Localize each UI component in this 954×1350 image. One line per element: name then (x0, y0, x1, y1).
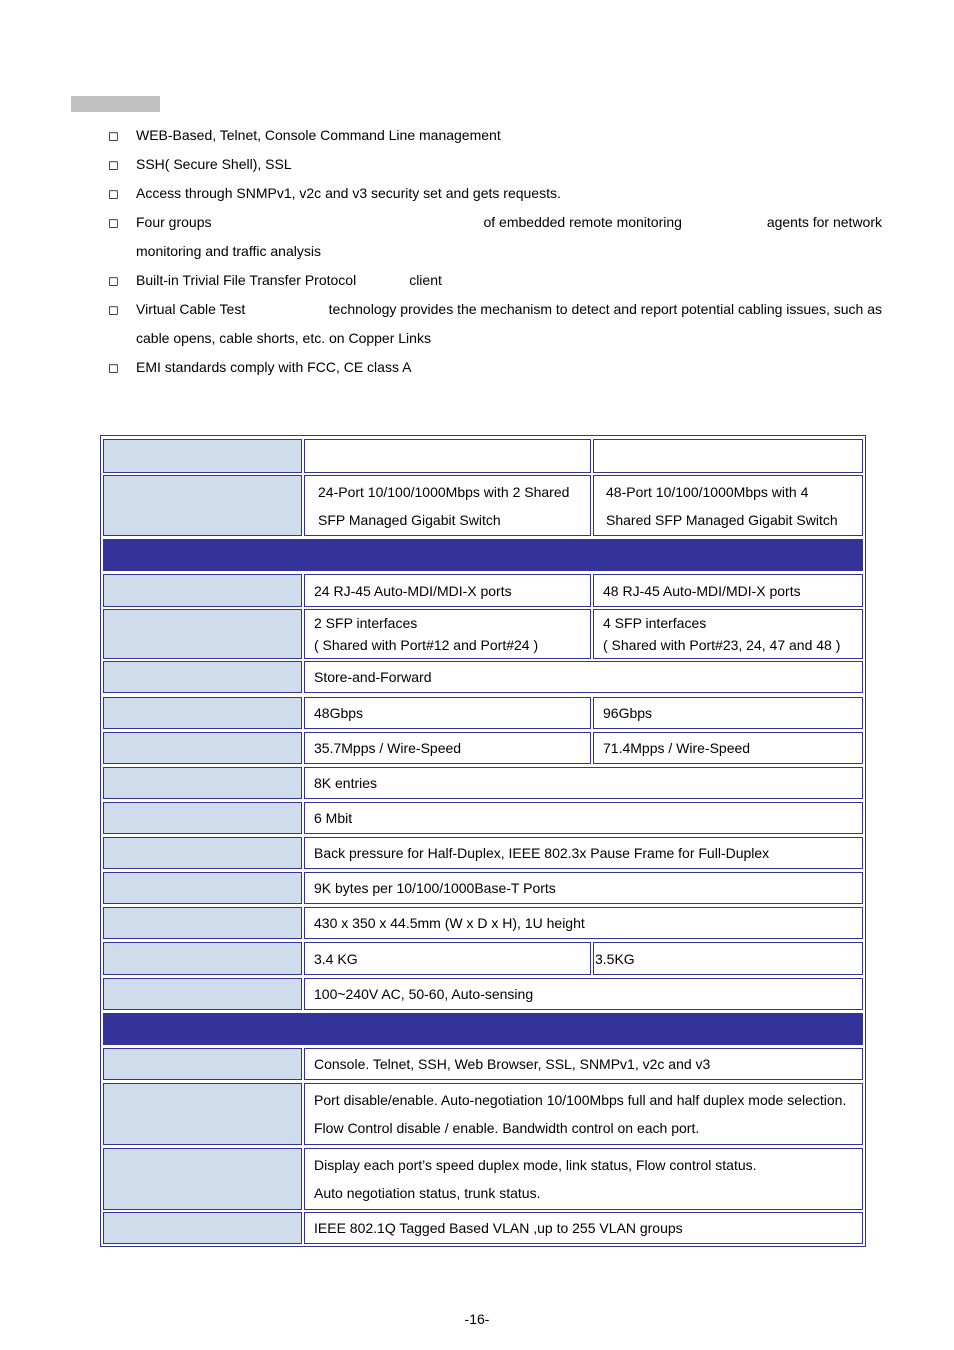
table-row: 100~240V AC, 50-60, Auto-sensing (103, 978, 863, 1010)
table-row: 3.4 KG 3.5KG (103, 942, 863, 975)
checkbox-icon: ◻ (108, 186, 119, 201)
checkbox-icon: ◻ (108, 157, 119, 172)
checkbox-icon: ◻ (108, 273, 119, 288)
row-label (103, 609, 302, 659)
row-label (103, 767, 302, 799)
table-row: 2 SFP interfaces ( Shared with Port#12 and Port#24 ) 4 SFP interfaces ( Shared with Port#23, 24, 47 and 48 ) (103, 609, 863, 659)
row-label (103, 802, 302, 834)
table-row: 48Gbps 96Gbps (103, 697, 863, 729)
model-24-cell (304, 439, 591, 473)
table-row: Console. Telnet, SSH, Web Browser, SSL, SNMPv1, v2c and v3 (103, 1048, 863, 1080)
row-label (103, 872, 302, 904)
section-band (103, 1013, 863, 1045)
table-row: 24-Port 10/100/1000Mbps with 2 Shared SFP Managed Gigabit Switch 48-Port 10/100/1000Mbps with 4 Shared SFP Managed Gigabit Switch (103, 475, 863, 536)
list-item: ◻ Four groups of embedded remote monitoring agents for network monitoring and traffic analysis (108, 208, 882, 266)
checkbox-icon: ◻ (108, 360, 119, 375)
table-row: 430 x 350 x 44.5mm (W x D x H), 1U height (103, 907, 863, 939)
row-label (103, 475, 302, 536)
checkbox-icon: ◻ (108, 302, 119, 317)
checkbox-icon: ◻ (108, 215, 119, 230)
table-row: Store-and-Forward (103, 661, 863, 693)
list-item: ◻ SSH( Secure Shell), SSL (108, 150, 882, 179)
checkbox-icon: ◻ (108, 128, 119, 143)
table-row: 9K bytes per 10/100/1000Base-T Ports (103, 872, 863, 904)
list-item: ◻ WEB-Based, Telnet, Console Command Line management (108, 121, 882, 150)
list-item: ◻ EMI standards comply with FCC, CE class A (108, 353, 882, 382)
row-label (103, 661, 302, 693)
list-item: ◻ Built-in Trivial File Transfer Protocol client (108, 266, 882, 295)
feature-list (108, 121, 882, 382)
section-band (103, 539, 863, 571)
table-row: IEEE 802.1Q Tagged Based VLAN ,up to 255 VLAN groups (103, 1212, 863, 1244)
table-row: Port disable/enable. Auto-negotiation 10/100Mbps full and half duplex mode selection. Flow Control disable / enable. Bandwidth control on each port. (103, 1083, 863, 1145)
row-label (103, 837, 302, 869)
table-row: 35.7Mpps / Wire-Speed 71.4Mpps / Wire-Speed (103, 732, 863, 764)
row-label (103, 1212, 302, 1244)
row-label (103, 1048, 302, 1080)
row-label (103, 697, 302, 729)
row-label (103, 1148, 302, 1210)
table-row: 24 RJ-45 Auto-MDI/MDI-X ports 48 RJ-45 Auto-MDI/MDI-X ports (103, 574, 863, 607)
table-row: Back pressure for Half-Duplex, IEEE 802.3x Pause Frame for Full-Duplex (103, 837, 863, 869)
row-label (103, 942, 302, 975)
section-heading-bar (71, 96, 160, 112)
spec-table (100, 435, 866, 1247)
table-row: 6 Mbit (103, 802, 863, 834)
row-label (103, 732, 302, 764)
row-label (103, 439, 302, 473)
list-item: ◻ Virtual Cable Test technology provides the mechanism to detect and report potential cabling issues, such as cable opens, cable shorts, etc. on Copper Links (108, 295, 882, 353)
row-label (103, 574, 302, 607)
row-label (103, 978, 302, 1010)
table-row (103, 439, 863, 473)
table-row: 8K entries (103, 767, 863, 799)
list-item: ◻ Access through SNMPv1, v2c and v3 security set and gets requests. (108, 179, 882, 208)
model-48-cell (593, 439, 863, 473)
row-label (103, 1083, 302, 1145)
page-number: -16- (464, 1311, 490, 1327)
row-label (103, 907, 302, 939)
table-row: Display each port’s speed duplex mode, link status, Flow control status. Auto negotiation status, trunk status. (103, 1148, 863, 1210)
